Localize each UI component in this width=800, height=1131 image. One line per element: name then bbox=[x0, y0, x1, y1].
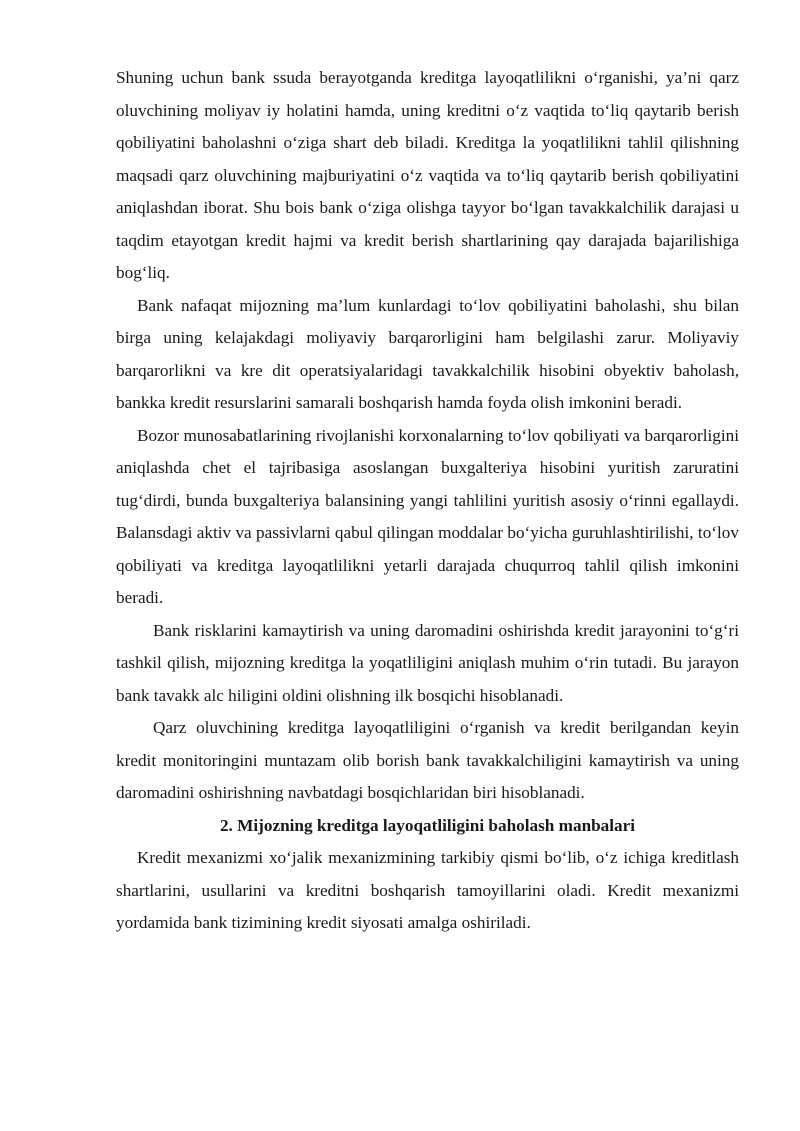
paragraph-bank-risk-reduction: Bank risklarini kamaytirish va uning daromadini oshirishda kredit jarayonini to‘g‘ri tashkil qilish, mijozning kreditga la yoqatliligini aniqlash muhim o‘rin tutadi. Bu jarayon bank tavakk alc hiligini oldini olishning ilk bosqichi hisoblanadi. bbox=[116, 620, 739, 705]
paragraph-credit-mechanism: Kredit mexanizmi xo‘jalik mexanizmining tarkibiy qismi bo‘lib, o‘z ichiga kreditlash shartlarini, usullarini va kreditni boshqarish tamoyillarini oladi. Kredit mexanizmi yordamida bank tizimining kredit siyosati amalga oshiriladi. bbox=[116, 848, 739, 932]
body-text bbox=[116, 62, 739, 940]
section-heading: 2. Mijozning kreditga layoqatliligini baholash manbalari bbox=[219, 815, 636, 835]
paragraph-credit-monitoring: Qarz oluvchining kreditga layoqatliligini o‘rganish va kredit berilgandan keyin kredit monitoringini muntazam olib borish bank tavakkalchiligini kamaytirish va uning daromadini oshirishning navbatdagi bosqichlaridan biri hisoblanadi. bbox=[116, 718, 739, 802]
paragraph-balance-sheet-analysis: Bozor munosabatlarining rivojlanishi korxonalarning to‘lov qobiliyati va barqarorligini aniqlashda chet el tajribasiga asoslangan buxgalteriya hisobini yuritish zaruratini tug‘dirdi, bunda buxgalteriya balansining yangi tahlilini yuritish asosiy o‘rinni egallaydi. Balansdagi aktiv va passivlarni qabul qilingan moddalar bo‘yicha guruhlashtirilishi, to‘lov qobiliyati va kreditga layoqatlilikni yetarli darajada chuqurroq tahlil qilish imkonini beradi. bbox=[116, 425, 739, 607]
paragraph-credit-assessment-purpose: Shuning uchun bank ssuda berayotganda kreditga layoqatlilikni o‘rganishi, ya’ni qarz oluvchining moliyav iy holatini hamda, uning kreditni o‘z vaqtida to‘liq qaytarib berish qobiliyatini baholashni o‘ziga shart deb biladi. Kreditga la yoqatlilikni tahlil qilishning maqsadi qarz oluvchining majburiyatini o‘z vaqtida va to‘liq qaytarib berish qobiliyatini aniqlashdan iborat. Shu bois bank o‘ziga olishga tayyor bo‘lgan tavakkalchilik darajasi u taqdim etayotgan kredit hajmi va kredit berish shartlarining qay darajada bajarilishiga bog‘liq. bbox=[116, 68, 739, 282]
paragraph-solvency-evaluation: Bank nafaqat mijozning ma’lum kunlardagi to‘lov qobiliyatini baholashi, shu bilan birga uning kelajakdagi moliyaviy barqarorligini ham belgilashi zarur. Moliyaviy barqarorlikni va kre dit operatsiyalaridagi tavakkalchilik hisobini obyektiv baholash, bankka kredit resurslarini samarali boshqarish hamda foyda olish imkonini beradi. bbox=[116, 295, 739, 412]
